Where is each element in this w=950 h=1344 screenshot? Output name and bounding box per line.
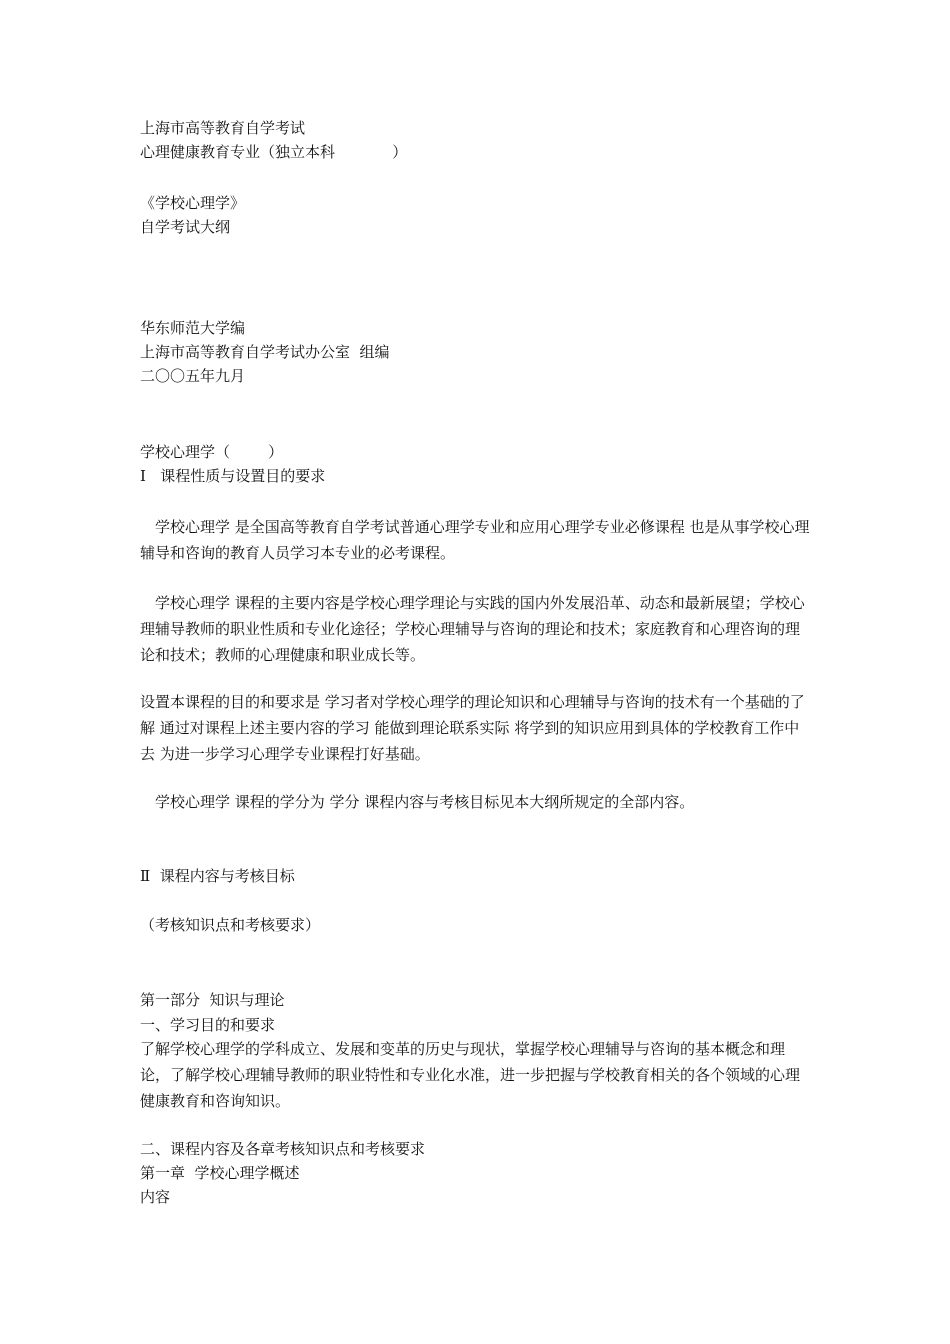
major-title: 心理健康教育专业（独立本科 ） — [140, 143, 408, 161]
course-heading: 学校心理学（ ） — [140, 443, 284, 461]
publication-date: 二〇〇五年九月 — [140, 367, 246, 385]
editor-credit: 华东师范大学编 — [140, 319, 246, 337]
content-label: 内容 — [140, 1188, 171, 1206]
section-1-paragraph-3: 设置本课程的目的和要求是 学习者对学校心理学的理论知识和心理辅导与咨询的技术有一个基础的了解 通过对课程上述主要内容的学习 能做到理论联系实际 将学到的知识应用到具体的学校教育工作中去 为进一步学习心理学专业课程打好基础。 — [140, 693, 805, 763]
section-1-paragraph-2: 学校心理学 课程的主要内容是学校心理学理论与实践的国内外发展沿革、动态和最新展望；学校心理辅导教师的职业性质和专业化途径；学校心理辅导与咨询的理论和技术；家庭教育和心理咨询的理论和技术；教师的心理健康和职业成长等。 — [140, 594, 805, 664]
section-2-subtitle: （考核知识点和考核要求） — [140, 916, 321, 934]
section-1-title: Ⅰ 课程性质与设置目的要求 — [140, 467, 326, 485]
section-2-title: Ⅱ 课程内容与考核目标 — [140, 867, 295, 885]
section-1-paragraph-1: 学校心理学 是全国高等教育自学考试普通心理学专业和应用心理学专业必修课程 也是从事学校心理辅导和咨询的教育人员学习本专业的必考课程。 — [140, 518, 810, 562]
learning-goals-heading: 一、学习目的和要求 — [140, 1016, 276, 1034]
section-1-paragraph-4: 学校心理学 课程的学分为 学分 课程内容与考核目标见本大纲所规定的全部内容。 — [155, 793, 695, 811]
part-1-heading: 第一部分 知识与理论 — [140, 991, 285, 1009]
learning-goals-text: 了解学校心理学的学科成立、发展和变革的历史与现状，掌握学校心理辅导与咨询的基本概念和理论，了解学校心理辅导教师的职业特性和专业化水准，进一步把握与学校教育相关的各个领域的心理健康教育和咨询知识。 — [140, 1040, 801, 1110]
exam-org-title: 上海市高等教育自学考试 — [140, 119, 306, 137]
course-content-heading: 二、课程内容及各章考核知识点和考核要求 — [140, 1140, 426, 1158]
book-title: 《学校心理学》 — [140, 194, 246, 212]
document-type: 自学考试大纲 — [140, 218, 231, 236]
organizer-credit: 上海市高等教育自学考试办公室 组编 — [140, 343, 390, 361]
chapter-1-heading: 第一章 学校心理学概述 — [140, 1164, 300, 1182]
